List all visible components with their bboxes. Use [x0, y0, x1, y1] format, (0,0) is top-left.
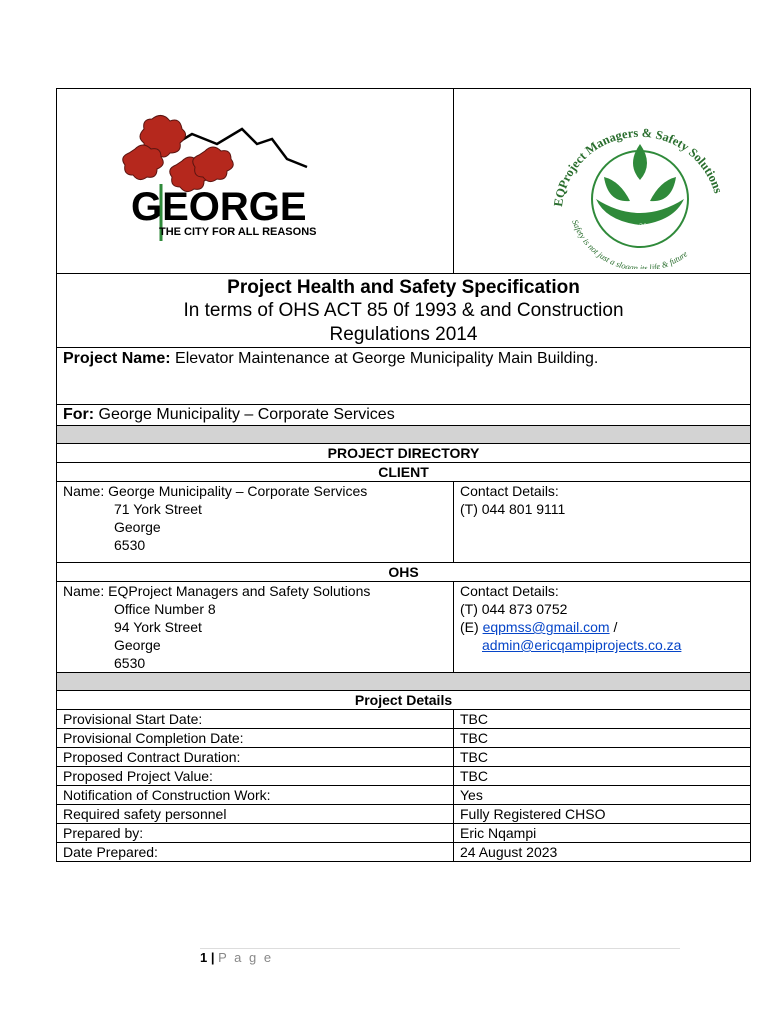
svg-text:Est. 2012: Est. 2012 [624, 222, 656, 231]
page-footer [200, 950, 273, 965]
detail-label: Prepared by: [57, 824, 454, 843]
ohs-address-line: 94 York Street [114, 619, 202, 635]
eqp-logo [454, 89, 770, 269]
detail-label: Provisional Start Date: [57, 710, 454, 729]
detail-value: Fully Registered CHSO [454, 805, 751, 824]
detail-label: Proposed Contract Duration: [57, 748, 454, 767]
ohs-address-line: 6530 [114, 655, 146, 671]
svg-text:THE CITY FOR ALL REASONS: THE CITY FOR ALL REASONS [159, 226, 317, 238]
title-cell [57, 274, 751, 348]
svg-text:Safety is not just a slogan it: Safety is not just a slogan its life & future [570, 218, 690, 269]
george-logo [57, 89, 397, 269]
project-name-value: Elevator Maintenance at George Municipality Main Building. [170, 350, 599, 367]
for-cell [57, 405, 751, 426]
ohs-email-link-1[interactable]: eqpmss@gmail.com [482, 619, 610, 635]
client-name-cell [57, 482, 454, 563]
table-row [57, 729, 751, 748]
table-row [57, 843, 751, 862]
detail-value: TBC [454, 729, 751, 748]
client-address-line: 6530 [114, 537, 146, 553]
table-row [57, 767, 751, 786]
ohs-address-line: Office Number 8 [114, 601, 216, 617]
ohs-address-line: George [114, 637, 161, 653]
detail-value: TBC [454, 710, 751, 729]
detail-value: TBC [454, 767, 751, 786]
divider-band [57, 426, 751, 444]
client-address-line: 71 York Street [114, 501, 202, 517]
table-row [57, 748, 751, 767]
project-name-cell [57, 348, 751, 405]
ohs-email-prefix: (E) [460, 619, 483, 635]
ohs-contact-label: Contact Details: [460, 583, 559, 599]
george-logo-cell [57, 89, 454, 274]
for-label: For: [63, 406, 95, 423]
ohs-email-line [460, 618, 744, 636]
detail-label: Date Prepared: [57, 843, 454, 862]
document-subtitle-line2: Regulations 2014 [329, 324, 478, 345]
table-row [57, 805, 751, 824]
detail-label: Provisional Completion Date: [57, 729, 454, 748]
table-row [57, 710, 751, 729]
svg-text:GEORGE: GEORGE [131, 185, 307, 229]
table-row [57, 824, 751, 843]
detail-value: TBC [454, 748, 751, 767]
ohs-name-cell [57, 582, 454, 673]
page-word: P a g e [218, 950, 274, 965]
detail-value: Yes [454, 786, 751, 805]
client-contact-cell [454, 482, 751, 563]
svg-text:EQProject Managers & Safety So: EQProject Managers & Safety Solutions [551, 125, 726, 208]
eqp-logo-cell [454, 89, 751, 274]
detail-label: Notification of Construction Work: [57, 786, 454, 805]
divider-band [57, 673, 751, 691]
table-row [57, 786, 751, 805]
document-body [56, 88, 750, 862]
detail-label: Required safety personnel [57, 805, 454, 824]
ohs-email-sep: / [609, 619, 618, 635]
flower-icon [123, 115, 234, 191]
page-number: 1 [200, 950, 208, 965]
detail-value: Eric Nqampi [454, 824, 751, 843]
footer-divider [200, 948, 680, 949]
project-details-heading: Project Details [57, 691, 751, 710]
ohs-name: Name: EQProject Managers and Safety Solutions [63, 583, 371, 599]
detail-value: 24 August 2023 [454, 843, 751, 862]
client-heading: CLIENT [57, 463, 751, 482]
document-subtitle-line1: In terms of OHS ACT 85 0f 1993 & and Construction [183, 300, 624, 321]
document-title: Project Health and Safety Specification [227, 277, 580, 298]
page-sep: | [207, 950, 219, 965]
client-name: Name: George Municipality – Corporate Services [63, 483, 368, 499]
specification-table [56, 88, 751, 862]
project-name-label: Project Name: [63, 350, 171, 367]
ohs-email-link-2[interactable]: admin@ericqampiprojects.co.za [482, 637, 682, 653]
ohs-heading: OHS [57, 563, 751, 582]
leaf-emblem-icon [592, 144, 688, 247]
directory-heading: PROJECT DIRECTORY [57, 444, 751, 463]
client-contact-label: Contact Details: [460, 483, 559, 499]
ohs-contact-cell [454, 582, 751, 673]
ohs-phone: (T) 044 873 0752 [460, 601, 568, 617]
detail-label: Proposed Project Value: [57, 767, 454, 786]
client-phone: (T) 044 801 9111 [460, 501, 566, 517]
client-address-line: George [114, 519, 161, 535]
for-value: George Municipality – Corporate Services [94, 406, 395, 423]
